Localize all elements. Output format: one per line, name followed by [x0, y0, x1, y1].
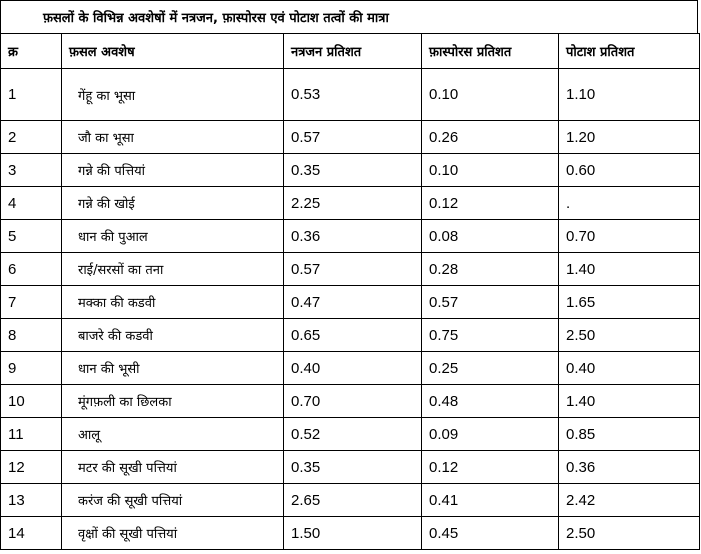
cell-phosphorus: 0.28	[422, 253, 559, 286]
header-crop-residue: फ़सल अवशेष	[62, 34, 284, 69]
cell-potash: 2.50	[559, 319, 700, 352]
cell-crop-residue: मक्का की कडवी	[62, 286, 284, 319]
table-row	[1, 220, 700, 253]
cell-crop-residue: गन्ने की पत्तियां	[62, 154, 284, 187]
cell-crop-residue: वृक्षों की सूखी पत्तियां	[62, 517, 284, 550]
cell-phosphorus: 0.09	[422, 418, 559, 451]
cell-potash: 0.70	[559, 220, 700, 253]
table-row	[1, 451, 700, 484]
cell-potash: 2.50	[559, 517, 700, 550]
cell-potash: 0.40	[559, 352, 700, 385]
table-row	[1, 352, 700, 385]
cell-potash: .	[559, 187, 700, 220]
cell-potash: 1.65	[559, 286, 700, 319]
header-phosphorus: फ़ास्पोरस प्रतिशत	[422, 34, 559, 69]
cell-crop-residue: जौ का भूसा	[62, 121, 284, 154]
cell-nitrogen: 2.65	[284, 484, 422, 517]
cell-nitrogen: 0.53	[284, 69, 422, 121]
cell-phosphorus: 0.48	[422, 385, 559, 418]
table-row	[1, 286, 700, 319]
cell-serial: 12	[1, 451, 62, 484]
cell-nitrogen: 0.35	[284, 154, 422, 187]
cell-serial: 5	[1, 220, 62, 253]
cell-potash: 1.40	[559, 253, 700, 286]
cell-phosphorus: 0.25	[422, 352, 559, 385]
cell-nitrogen: 0.52	[284, 418, 422, 451]
cell-phosphorus: 0.10	[422, 69, 559, 121]
cell-nitrogen: 0.57	[284, 253, 422, 286]
cell-phosphorus: 0.26	[422, 121, 559, 154]
cell-crop-residue: गेंहू का भूसा	[62, 69, 284, 121]
cell-potash: 1.10	[559, 69, 700, 121]
table-row	[1, 418, 700, 451]
cell-crop-residue: धान की भूसी	[62, 352, 284, 385]
cell-crop-residue: बाजरे की कडवी	[62, 319, 284, 352]
cell-phosphorus: 0.08	[422, 220, 559, 253]
header-potash: पोटाश प्रतिशत	[559, 34, 700, 69]
cell-serial: 13	[1, 484, 62, 517]
header-serial: क्र	[1, 34, 62, 69]
cell-crop-residue: मूंगफ़ली का छिलका	[62, 385, 284, 418]
cell-potash: 0.85	[559, 418, 700, 451]
cell-potash: 0.36	[559, 451, 700, 484]
cell-nitrogen: 0.40	[284, 352, 422, 385]
cell-crop-residue: आलू	[62, 418, 284, 451]
cell-nitrogen: 0.65	[284, 319, 422, 352]
cell-phosphorus: 0.57	[422, 286, 559, 319]
table-row	[1, 121, 700, 154]
cell-crop-residue: धान की पुआल	[62, 220, 284, 253]
cell-phosphorus: 0.75	[422, 319, 559, 352]
cell-phosphorus: 0.12	[422, 187, 559, 220]
cell-serial: 10	[1, 385, 62, 418]
table-title: फ़सलों के विभिन्न अवशेषों में नत्रजन, फ़ास्पोरस एवं पोटाश तत्वों की मात्रा	[43, 11, 389, 26]
cell-serial: 7	[1, 286, 62, 319]
cell-nitrogen: 0.35	[284, 451, 422, 484]
table-row	[1, 385, 700, 418]
cell-crop-residue: मटर की सूखी पत्तियां	[62, 451, 284, 484]
cell-phosphorus: 0.12	[422, 451, 559, 484]
cell-potash: 2.42	[559, 484, 700, 517]
cell-nitrogen: 1.50	[284, 517, 422, 550]
cell-phosphorus: 0.45	[422, 517, 559, 550]
header-row	[1, 34, 700, 69]
cell-nitrogen: 0.47	[284, 286, 422, 319]
cell-serial: 2	[1, 121, 62, 154]
cell-potash: 1.40	[559, 385, 700, 418]
table-row	[1, 517, 700, 550]
cell-serial: 6	[1, 253, 62, 286]
table-row	[1, 154, 700, 187]
cell-potash: 1.20	[559, 121, 700, 154]
cell-nitrogen: 0.36	[284, 220, 422, 253]
cell-potash: 0.60	[559, 154, 700, 187]
cell-crop-residue: गन्ने की खोई	[62, 187, 284, 220]
cell-serial: 14	[1, 517, 62, 550]
table-row	[1, 253, 700, 286]
table-row	[1, 69, 700, 121]
cell-serial: 8	[1, 319, 62, 352]
cell-nitrogen: 2.25	[284, 187, 422, 220]
header-nitrogen: नत्रजन प्रतिशत	[284, 34, 422, 69]
cell-nitrogen: 0.70	[284, 385, 422, 418]
cell-crop-residue: राई/सरसों का तना	[62, 253, 284, 286]
cell-phosphorus: 0.41	[422, 484, 559, 517]
cell-serial: 3	[1, 154, 62, 187]
cell-crop-residue: करंज की सूखी पत्तियां	[62, 484, 284, 517]
table-row	[1, 187, 700, 220]
table-row	[1, 319, 700, 352]
cell-serial: 4	[1, 187, 62, 220]
cell-serial: 11	[1, 418, 62, 451]
cell-serial: 9	[1, 352, 62, 385]
table-title-row	[0, 0, 698, 33]
cell-nitrogen: 0.57	[284, 121, 422, 154]
cell-phosphorus: 0.10	[422, 154, 559, 187]
nutrient-table	[0, 33, 700, 550]
cell-serial: 1	[1, 69, 62, 121]
table-row	[1, 484, 700, 517]
